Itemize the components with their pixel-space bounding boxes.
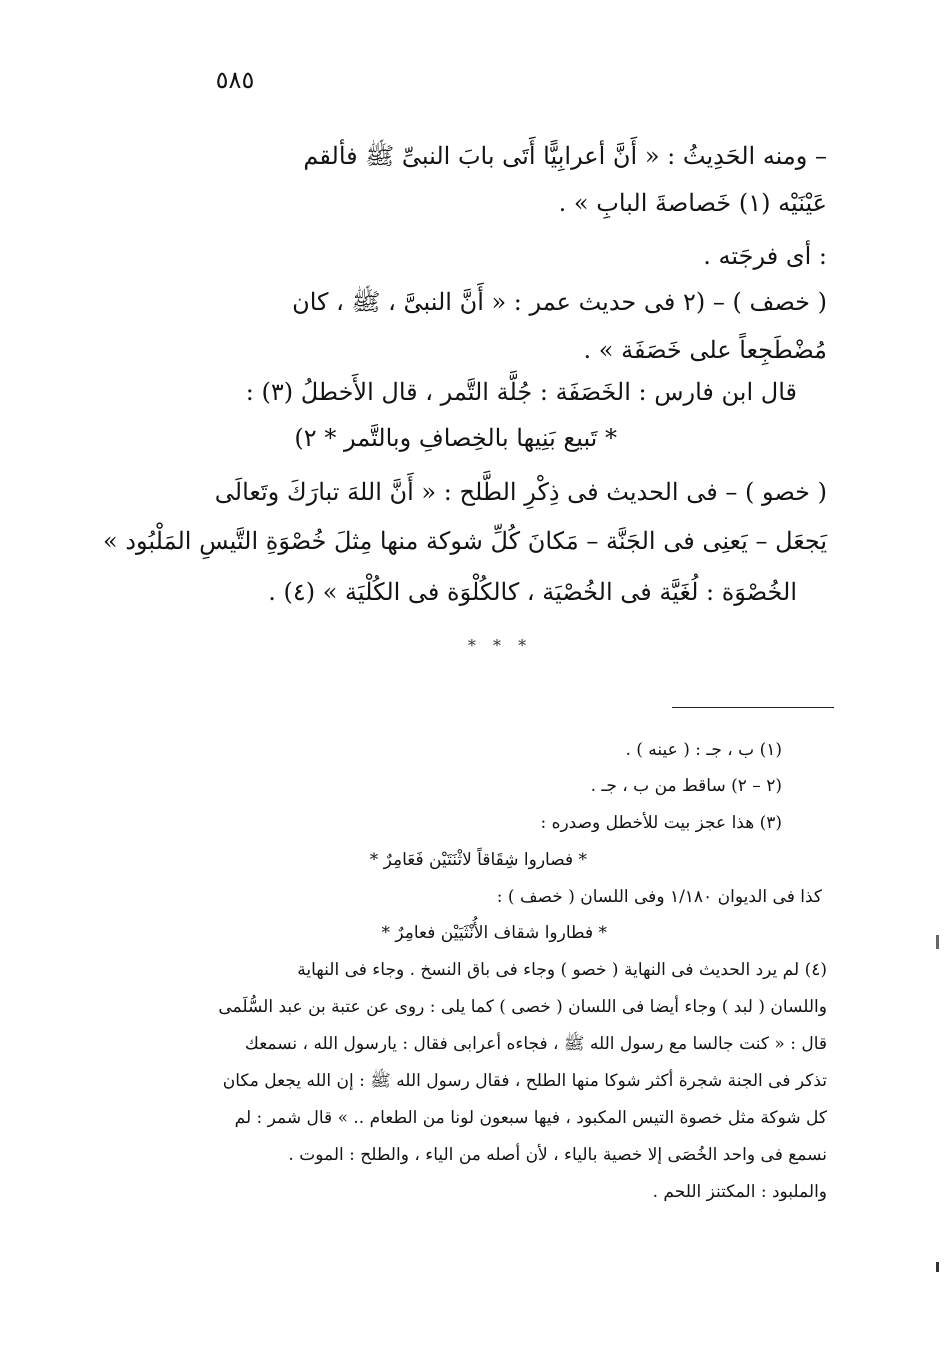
footnote-line: (١) ب ، جـ : ( عينه ) . [625,740,782,760]
scan-edge-mark [936,935,939,949]
section-separator-stars: * * * [467,636,533,655]
footnote-line: والملبود : المكتنز اللحم . [652,1182,827,1202]
footnote-line: كذا فى الديوان ١/١٨٠ وفى اللسان ( خصف ) : [496,887,822,907]
footnote-verse: * فصاروا شِقَاقاً لاثْنَتَيْن فَعَامِرٌ * [369,850,587,870]
footnote-line: كل شوكة مثل خصوة التيس المكبود ، فيها سبعون لونا من الطعام .. » قال شمر : لم [234,1108,827,1128]
main-text-line: قال ابن فارس : الخَصَفَة : جُلَّة التَّمر ، قال الأَخطلُ (٣) : [245,378,797,406]
footnote-line: (٣) هذا عجز بيت للأخطل وصدره : [540,813,782,833]
footnote-line: (٢ – ٢) ساقط من ب ، جـ . [590,776,782,796]
entry-heading-line-khasw: ( خصو ) – فى الحديث فى ذِكْرِ الطَّلح : « أَنَّ اللهَ تبارَكَ وتَعالَى [214,478,827,506]
footnote-line: واللسان ( لبد ) وجاء أيضا فى اللسان ( خصى ) كما يلى : روى عن عتبة بن عبد السُّلَمى [218,997,827,1017]
footnote-verse: * فطاروا شقاف الأُنْثَيَيْن فعامِرٌ * [381,923,607,943]
main-text-line: : أى فرجَته . [703,242,827,270]
main-text-line: يَجعَل – يَعنِى فى الجَنَّة – مَكانَ كُلِّ شوكة منها مِثلَ خُصْوَةِ التَّيسِ المَلْبُود » [103,527,827,555]
entry-heading-line-khasaf: ( خصف ) – (٢ فى حديث عمر : « أَنَّ النبىَّ ، ﷺ ، كان [292,288,827,316]
footnote-line: قال : « كنت جالسا مع رسول الله ﷺ ، فجاءه أعرابى فقال : يارسول الله ، نسمعك [244,1034,827,1054]
main-text-line: الخُصْوَة : لُغَيَّة فى الخُصْيَة ، كالكُلْوَة فى الكُلْيَة » (٤) . [268,578,797,606]
main-text-line: عَيْنَيْه (١) خَصاصةَ البابِ » . [558,189,827,217]
verse-line: * تَبيع بَنِيها بالخِصافِ وبالتَّمر * ٢) [294,424,617,452]
page-number: ٥٨٥ [215,66,255,94]
footnote-line: (٤) لم يرد الحديث فى النهاية ( خصو ) وجاء فى باق النسخ . وجاء فى النهاية [297,960,827,980]
footnote-rule [672,707,834,708]
footnote-line: نسمع فى واحد الخُصَى إلا خصية بالياء ، لأن أصله من الياء ، والطلح : الموت . [288,1145,827,1165]
main-text-line: مُضْطَجِعاً على خَصَفَة » . [583,336,827,364]
footnote-line: تذكر فى الجنة شجرة أكثر شوكا منها الطلح ، فقال رسول الله ﷺ : إن الله يجعل مكان [222,1071,827,1091]
scan-edge-mark [936,1262,939,1272]
main-text-line: – ومنه الحَدِيثُ : « أَنَّ أعرابِيًّا أَتَى بابَ النبىِّ ﷺ فألقم [303,142,827,170]
